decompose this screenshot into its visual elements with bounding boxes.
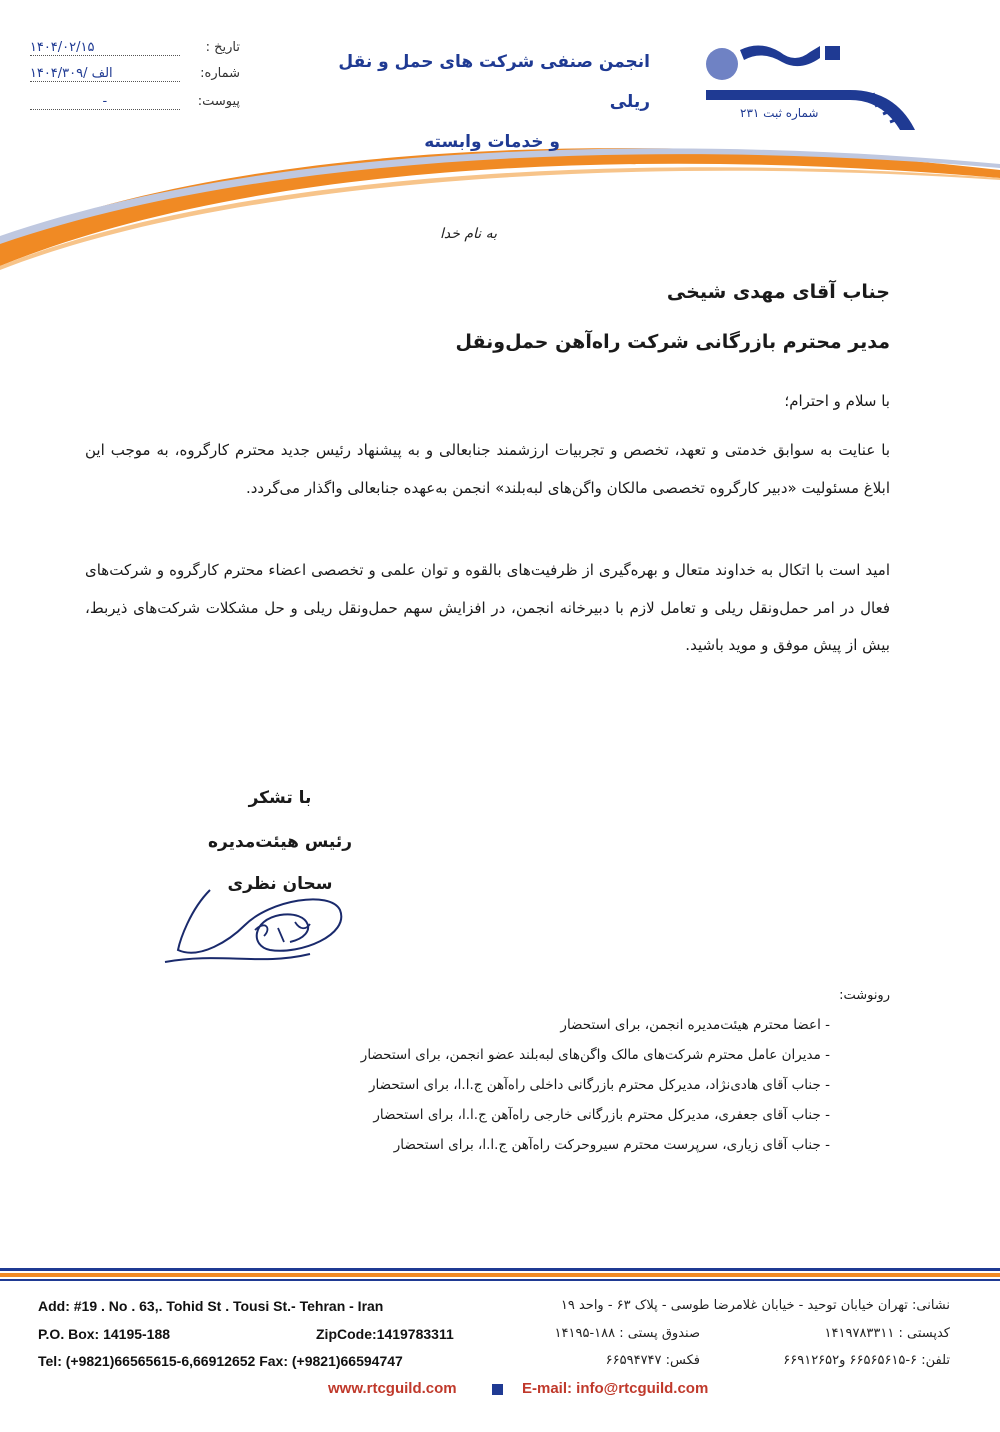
signer-name: سحان نظری [227,874,333,894]
footer-tel-en: Tel: (+9821)66565615-6,66912652 Fax: (+9821)66594747 [38,1353,403,1369]
footer-separator-square [492,1384,503,1395]
date-label: تاریخ : [205,40,240,55]
cc-label: رونوشت: [839,988,890,1003]
organization-name-line2: و خدمات وابسته [424,132,560,152]
recipient-name: جناب آقای مهدی شیخی [666,281,890,303]
date-field [20,40,240,56]
attachment-value: - [30,94,180,110]
footer-divider-thin [0,1279,1000,1281]
handwritten-signature-icon [160,880,360,970]
footer-fax-fa: فکس: ۶۶۵۹۴۷۴۷ [605,1353,700,1368]
recipient-title: مدیر محترم بازرگانی شرکت راه‌آهن حمل‌ونقل [455,331,890,353]
organization-name [320,42,650,162]
footer-zip-en: ZipCode:1419783311 [316,1326,454,1342]
footer-divider-blue [0,1268,1000,1271]
paragraph-1: با عنایت به سوابق خدمتی و تعهد، تخصص و تجربیات ارزشمند جنابعالی و به پیشنهاد رئیس جدید محترم کارگروه، به موجب این ابلاغ مسئولیت «دبیر کارگروه تخصصی مالکان واگن‌های لبه‌بلند» انجمن به‌عهده جنابعالی واگذار می‌گردد. [85,441,890,497]
number-label: شماره: [200,66,240,81]
paragraph-2: امید است با اتکال به خداوند متعال و بهره‌گیری از ظرفیت‌های بالقوه و توان علمی و تخصصی اعضاء محترم کارگروه و شرکت‌های فعال در امر حمل‌ونقل ریلی و تعامل لازم با دبیرخانه انجمن، در افزایش سهم حمل‌ونقل ریلی و حل مشکلات شرکت‌های ذیربط، بیش از پیش موفق و موید باشید. [85,561,890,654]
footer-pobox-fa: صندوق پستی : ۱۸۸-۱۴۱۹۵ [554,1326,700,1341]
cc-item: - جناب آقای زیاری، سرپرست محترم سیروحرکت راه‌آهن ج.ا.ا، برای استحضار [393,1137,830,1153]
organization-name-line1: انجمن صنفی شرکت های حمل و نقل ریلی [338,52,650,112]
cc-item: - جناب آقای هادی‌نژاد، مدیرکل محترم بازرگانی داخلی راه‌آهن ج.ا.ا، برای استحضار [369,1077,830,1093]
cc-item: - اعضا محترم هیئت‌مدیره انجمن، برای استحضار [560,1017,830,1033]
attachment-label: پیوست: [197,94,240,109]
cc-item: - جناب آقای جعفری، مدیرکل محترم بازرگانی خارجی راه‌آهن ج.ا.ا، برای استحضار [373,1107,830,1123]
footer-pobox-en: P.O. Box: 14195-188 [38,1326,171,1342]
email-link[interactable]: E-mail: info@rtcguild.com [522,1380,709,1397]
date-value: ۱۴۰۴/۰۲/۱۵ [30,40,180,56]
website-link[interactable]: www.rtcguild.com [328,1380,457,1397]
attachment-field [20,94,240,110]
footer-address-en: Add: #19 . No . 63,. Tohid St . Tousi St.- Tehran - Iran [38,1298,384,1314]
registration-number: شماره ثبت ۲۳۱ [740,106,819,120]
closing: با تشکر [248,788,312,808]
footer-tel-fa: تلفن: ۶-۶۶۵۶۵۶۱۵ و۶۶۹۱۲۶۵۲ [783,1353,950,1368]
greeting: با سلام و احترام؛ [784,392,890,410]
number-value: ۱۴۰۴/۳۰۹/ الف [30,66,180,82]
bismillah: به نام خدا [440,226,498,242]
number-field [20,66,240,82]
footer-address-fa: نشانی: تهران خیابان توحید - خیابان غلامرضا طوسی - پلاک ۶۳ - واحد ۱۹ [560,1298,950,1313]
guild-logo-icon [700,38,930,138]
footer-divider-orange [0,1273,1000,1277]
footer-zip-fa: کدپستی : ۱۴۱۹۷۸۳۳۱۱ [824,1326,950,1341]
cc-item: - مدیران عامل محترم شرکت‌های مالک واگن‌های لبه‌بلند عضو انجمن، برای استحضار [360,1047,830,1063]
signer-position: رئیس هیئت‌مدیره [207,832,353,852]
